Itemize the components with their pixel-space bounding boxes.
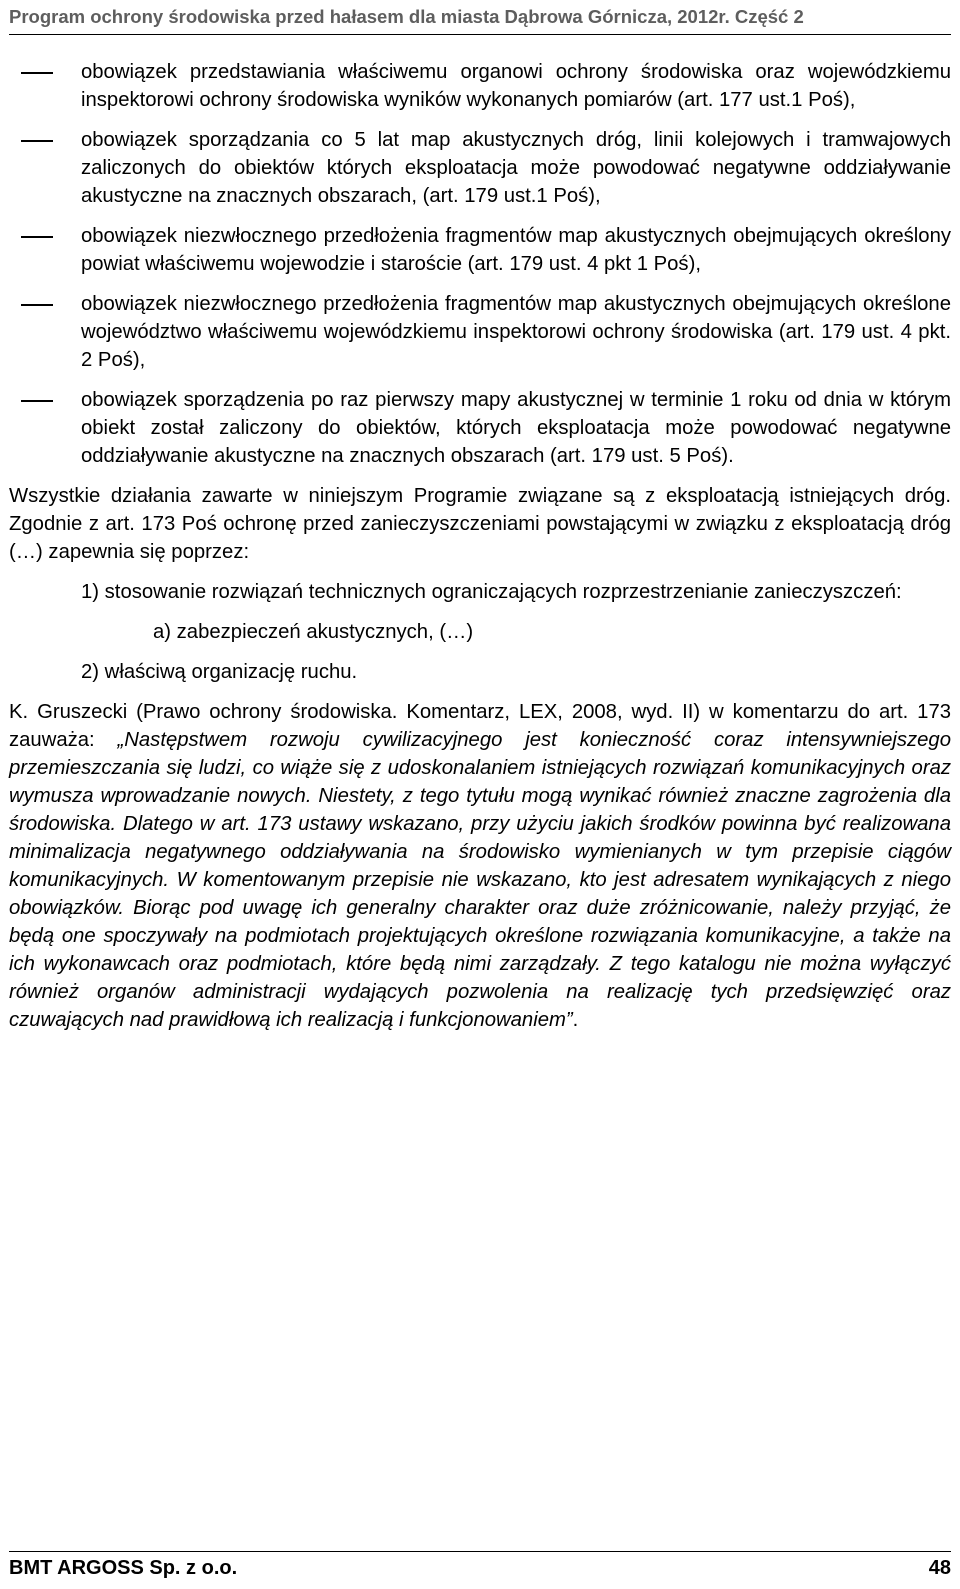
bullet-text: obowiązek sporządzania co 5 lat map akustycznych dróg, linii kolejowych i tramwajowych zaliczonych do obiektów których eksploatacja może powodować negatywne oddziaływanie akustyczne na znacznych obszarach, (art. 179 ust.1 Poś), bbox=[81, 129, 951, 207]
dash-bullet-icon bbox=[21, 140, 53, 142]
commentary-paragraph bbox=[9, 698, 951, 1034]
bullet-item bbox=[9, 126, 951, 210]
list-item-1a: a) zabezpieczeń akustycznych, (…) bbox=[153, 621, 474, 643]
header-title: Program ochrony środowiska przed hałasem dla miasta Dąbrowa Górnicza, 2012r. Część 2 bbox=[9, 6, 804, 27]
intro-paragraph: Wszystkie działania zawarte w niniejszym Programie związane są z eksploatacją istniejących dróg. Zgodnie z art. 173 Poś ochronę przed zanieczyszczeniami powstającymi w związku z eksploatacją dróg (…) zapewnia się poprzez: bbox=[9, 485, 951, 563]
bullet-item bbox=[9, 386, 951, 470]
list-item-1: 1) stosowanie rozwiązań technicznych ograniczających rozprzestrzenianie zanieczyszczeń: bbox=[81, 581, 902, 603]
commentary-lead: K. Gruszecki (Prawo ochrony środowiska. Komentarz, LEX, 2008, wyd. II) w komentarzu do art. 173 zauważa: bbox=[9, 701, 951, 751]
bullet-text: obowiązek przedstawiania właściwemu organowi ochrony środowiska oraz wojewódzkiemu inspektorowi ochrony środowiska wyników wykonanych pomiarów (art. 177 ust.1 Poś), bbox=[81, 61, 951, 111]
bullet-text: obowiązek niezwłocznego przedłożenia fragmentów map akustycznych obejmujących określony powiat właściwemu wojewodzie i staroście (art. 179 ust. 4 pkt 1 Poś), bbox=[81, 225, 951, 275]
dash-bullet-icon bbox=[21, 236, 53, 238]
dash-bullet-icon bbox=[21, 72, 53, 74]
page-header bbox=[9, 4, 951, 35]
bullet-item bbox=[9, 222, 951, 278]
document-body bbox=[9, 58, 951, 1046]
commentary-quote: „Następstwem rozwoju cywilizacyjnego jest konieczność coraz intensywniejszego przemieszczania się ludzi, co wiąże się z udoskonalaniem istniejących rozwiązań komunikacyjnych oraz wymusza wprowadzanie nowych. Niestety, z tego tytułu mogą wynikać również znaczne zagrożenia dla środowiska. Dlatego w art. 173 ustawy wskazano, przy użyciu jakich środków powinna być realizowana minimalizacja negatywnego oddziaływania na środowisko wymienianych w tym przepisie ciągów komunikacyjnych. W komentowanym przepisie nie wskazano, kto jest adresatem wynikających z niego obowiązków. Biorąc pod uwagę ich generalny charakter oraz duże zróżnicowanie, należy przyjąć, że będą one spoczywały na podmiotach projektujących określone rozwiązania komunikacyjne, a także na ich wykonawcach oraz podmiotach, które będą nimi zarządzały. Z tego katalogu nie można wyłączyć również organów administracji wydających pozwolenia na realizację tych przedsięwzięć oraz czuwających nad prawidłową ich realizacją i funkcjonowaniem” bbox=[9, 729, 951, 1031]
bullet-item bbox=[9, 58, 951, 114]
bullet-text: obowiązek sporządzenia po raz pierwszy mapy akustycznej w terminie 1 roku od dnia w którym obiekt został zaliczony do obiektów, których eksploatacja może powodować negatywne oddziaływanie akustyczne na znacznych obszarach (art. 179 ust. 5 Poś). bbox=[81, 389, 951, 467]
dash-bullet-icon bbox=[21, 400, 53, 402]
bullet-text: obowiązek niezwłocznego przedłożenia fragmentów map akustycznych obejmujących określone województwo właściwemu wojewódzkiemu inspektorowi ochrony środowiska (art. 179 ust. 4 pkt. 2 Poś), bbox=[81, 293, 951, 371]
page-number: 48 bbox=[928, 1557, 951, 1579]
dash-bullet-icon bbox=[21, 304, 53, 306]
commentary-end: . bbox=[572, 1009, 579, 1031]
list-item-2: 2) właściwą organizację ruchu. bbox=[81, 661, 358, 683]
bullet-item bbox=[9, 290, 951, 374]
footer-company: BMT ARGOSS Sp. z o.o. bbox=[9, 1557, 238, 1579]
page-footer bbox=[9, 1551, 951, 1586]
